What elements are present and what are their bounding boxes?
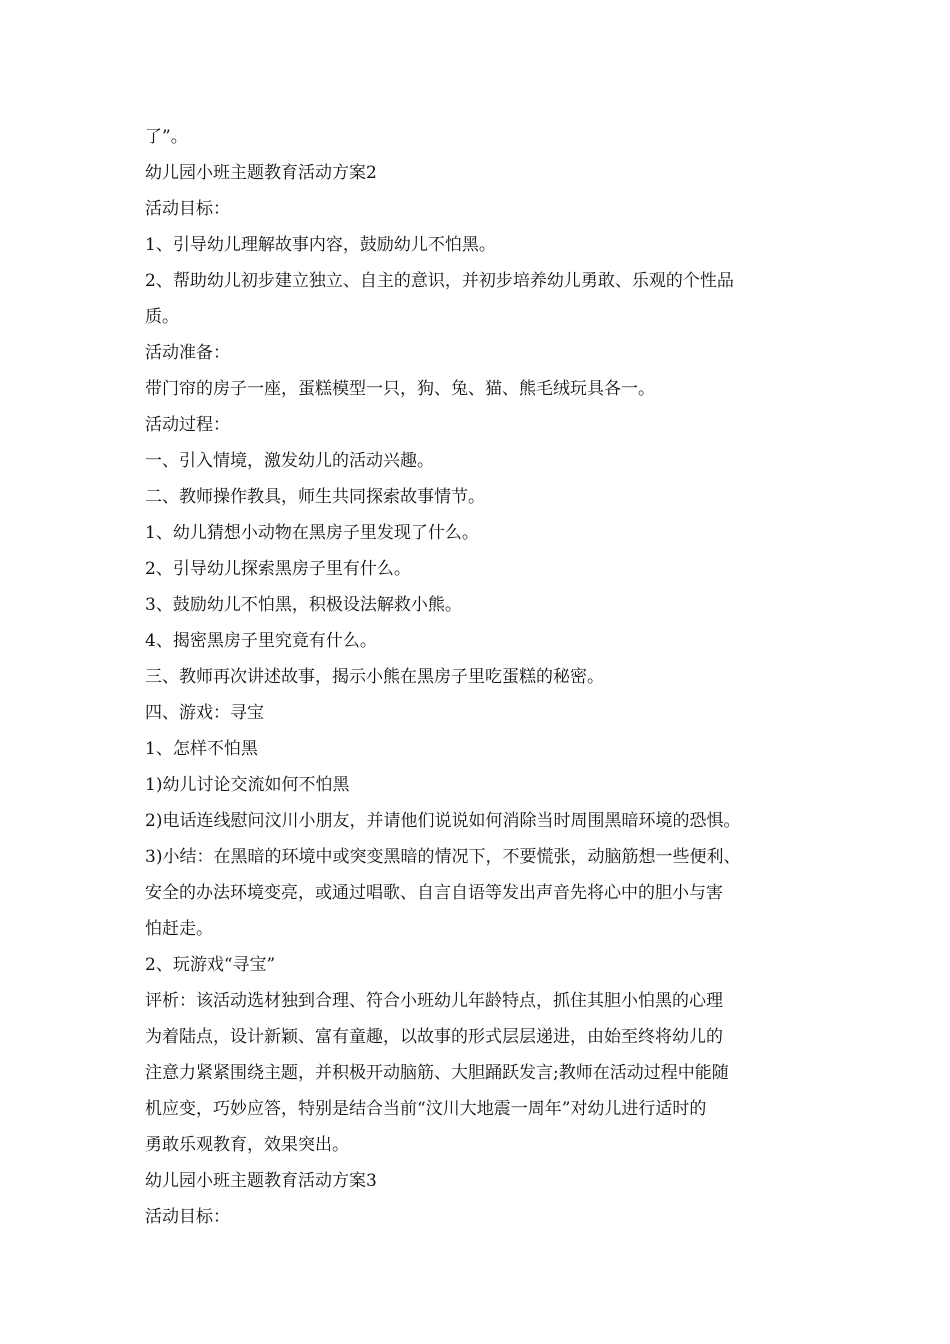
text-line: 1、怎样不怕黑 (145, 739, 258, 759)
text-line: 2、帮助幼儿初步建立独立、自主的意识，并初步培养幼儿勇敢、乐观的个性品 (145, 271, 734, 291)
text-line: 注意力紧紧围绕主题，并积极开动脑筋、大胆踊跃发言;教师在活动过程中能随 (145, 1063, 729, 1083)
text-line: 二、教师操作教具，师生共同探索故事情节。 (145, 487, 485, 507)
text-line: 为着陆点，设计新颖、富有童趣，以故事的形式层层递进，由始至终将幼儿的 (145, 1027, 723, 1047)
text-line: 3、鼓励幼儿不怕黑，积极设法解救小熊。 (145, 595, 462, 615)
text-line: 4、揭密黑房子里究竟有什么。 (145, 631, 377, 651)
subheading: 活动过程： (145, 415, 230, 435)
text-line: 四、游戏：寻宝 (145, 703, 264, 723)
section-heading: 幼儿园小班主题教育活动方案2 (145, 163, 377, 183)
section-heading: 幼儿园小班主题教育活动方案3 (145, 1171, 377, 1191)
text-line: 1、引导幼儿理解故事内容，鼓励幼儿不怕黑。 (145, 235, 496, 255)
text-line: 2、引导幼儿探索黑房子里有什么。 (145, 559, 411, 579)
text-line: 质。 (145, 307, 179, 327)
text-line: 一、引入情境，激发幼儿的活动兴趣。 (145, 451, 434, 471)
text-line: 三、教师再次讲述故事，揭示小熊在黑房子里吃蛋糕的秘密。 (145, 667, 604, 687)
text-line: 2、玩游戏“寻宝” (145, 955, 276, 975)
text-line: 了”。 (145, 127, 188, 147)
subheading: 活动准备： (145, 343, 230, 363)
text-line: 1)幼儿讨论交流如何不怕黑 (145, 775, 350, 795)
text-line: 带门帘的房子一座，蛋糕模型一只，狗、兔、猫、熊毛绒玩具各一。 (145, 379, 655, 399)
text-line: 怕赶走。 (145, 919, 213, 939)
document-body (145, 119, 815, 1235)
text-line: 评析：该活动选材独到合理、符合小班幼儿年龄特点，抓住其胆小怕黑的心理 (145, 991, 723, 1011)
subheading: 活动目标： (145, 1207, 230, 1227)
text-line: 机应变，巧妙应答，特别是结合当前“汶川大地震一周年”对幼儿进行适时的 (145, 1099, 707, 1119)
text-line: 2)电话连线慰问汶川小朋友，并请他们说说如何消除当时周围黑暗环境的恐惧。 (145, 811, 741, 831)
subheading: 活动目标： (145, 199, 230, 219)
text-line: 安全的办法环境变亮，或通过唱歌、自言自语等发出声音先将心中的胆小与害 (145, 883, 723, 903)
text-line: 1、幼儿猜想小动物在黑房子里发现了什么。 (145, 523, 479, 543)
text-line: 勇敢乐观教育，效果突出。 (145, 1135, 349, 1155)
text-line: 3)小结：在黑暗的环境中或突变黑暗的情况下，不要慌张，动脑筋想一些便利、 (145, 847, 741, 867)
